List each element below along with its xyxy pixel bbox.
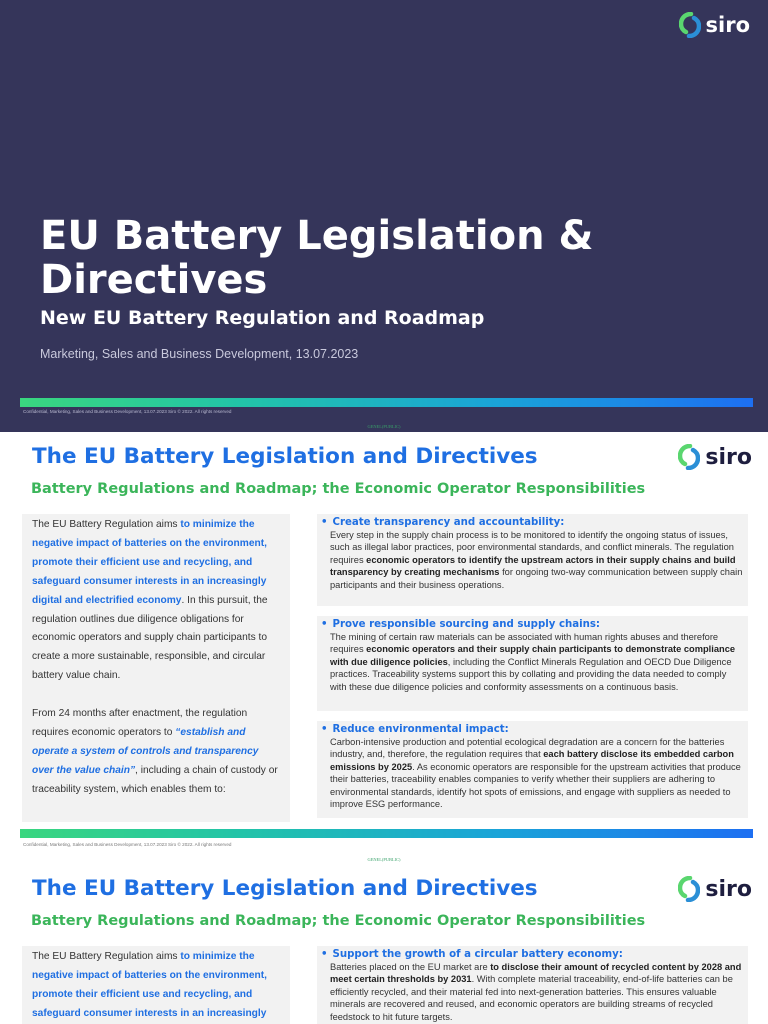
obligation-heading: • Reduce environmental impact: <box>321 724 509 735</box>
requirements-paragraph: From 24 months after enactment, the regulation requires economic operators to “establish and operate a system of controls and transparency over the value chain”, including a chain of custody or traceability system, which enables them to: <box>32 708 278 795</box>
siro-logo <box>678 444 752 470</box>
obligation-heading: • Create transparency and accountability: <box>321 517 565 528</box>
obligation-heading: • Prove responsible sourcing and supply chains: <box>321 619 600 630</box>
obligation-item <box>317 946 748 1024</box>
obligation-item <box>317 514 748 606</box>
content-slide-1 <box>0 432 768 864</box>
obligation-body: The mining of certain raw materials can be associated with human rights abuses and therefore requires economic operators and their supply chain participants to demonstrate compliance with due diligence policies, including the Conflict Minerals Regulation and OECD Due Diligence practices. Traceability systems support this by collating and providing the data needed to comply with these due diligence policies and conformity assessments on a continuous basis. <box>330 632 736 692</box>
presentation-meta: Marketing, Sales and Business Development, 13.07.2023 <box>40 347 359 361</box>
siro-logo-text: siro <box>705 13 750 37</box>
siro-logo-icon <box>679 12 701 38</box>
siro-logo-text: siro <box>705 444 752 470</box>
siro-logo <box>679 12 750 38</box>
intro-paragraph: The EU Battery Regulation aims to minimize the negative impact of batteries on the environment, promote their efficient use and recycling, and safeguard consumer interests in an increasingly <box>32 951 267 1019</box>
confidential-footer: Confidential, Marketing, Sales and Business Development, 13.07.2023 Siro © 2022. All rights reserved <box>23 842 232 847</box>
siro-logo-icon <box>678 876 700 902</box>
obligation-item <box>317 721 748 818</box>
obligation-body: Every step in the supply chain process is to be monitored to identify the ongoing status of issues, such as illegal labor practices, poor environmental standards, and conflict minerals. The regulation requires economic operators to identify the upstream actors in their supply chains and build transparency by creating mechanisms for ongoing two-way communication between supply chain participants and their business operations. <box>330 530 743 590</box>
slide-title: The EU Battery Legislation and Directives <box>32 876 538 901</box>
intro-paragraph: The EU Battery Regulation aims to minimize the negative impact of batteries on the environment, promote their efficient use and recycling, and safeguard consumer interests in an increasingly digital and electrified economy. In this pursuit, the regulation outlines due diligence obligations for economic operators and supply chain participants to create a more sustainable, responsible, and circular battery value chain. <box>32 519 268 682</box>
slide-title: The EU Battery Legislation and Directives <box>32 444 538 469</box>
slide-subtitle: Battery Regulations and Roadmap; the Economic Operator Responsibilities <box>31 913 646 929</box>
title-slide <box>0 0 768 432</box>
intro-text-box <box>22 946 290 1024</box>
presentation-subtitle: New EU Battery Regulation and Roadmap <box>40 307 485 329</box>
presentation-title: EU Battery Legislation & Directives <box>40 213 594 303</box>
confidential-footer: Confidential, Marketing, Sales and Business Development, 13.07.2023 Siro © 2022. All rights reserved <box>23 409 232 414</box>
obligation-heading: • Support the growth of a circular battery economy: <box>321 949 623 960</box>
gradient-bar <box>20 398 753 407</box>
classification-label: GENEL(PUBLIC) <box>367 857 401 862</box>
siro-logo-icon <box>678 444 700 470</box>
content-slide-2 <box>0 864 768 1024</box>
classification-label: GENEL(PUBLIC) <box>367 424 401 429</box>
intro-text-box <box>22 514 290 822</box>
gradient-bar <box>20 829 753 838</box>
siro-logo <box>678 876 752 902</box>
obligation-body: Carbon-intensive production and potential ecological degradation are a concern for the batteries industry, and, therefore, the regulation requires that each battery disclose its embedded carbon emissions by 2025. As economic operators are responsible for the upstream activities that produce their batteries, traceability enables companies to verify whether their suppliers are adhering to environmental standards, identify hot spots of emissions, and engage with suppliers as needed to improve ESG performance. <box>330 737 741 810</box>
obligation-body: Batteries placed on the EU market are to disclose their amount of recycled content by 2028 and meet certain thresholds by 2031. With complete material traceability, end-of-life batteries can be efficiently recycled, and their material fed into next-generation batteries. This ensures valuable minerals are recovered and reused, and economic operators are building streams of recycled feedstock to hit future targets. <box>330 962 742 1022</box>
obligations-list <box>317 514 748 828</box>
obligation-item <box>317 616 748 711</box>
siro-logo-text: siro <box>705 876 752 902</box>
obligations-list <box>317 946 748 1024</box>
slide-subtitle: Battery Regulations and Roadmap; the Economic Operator Responsibilities <box>31 481 646 497</box>
